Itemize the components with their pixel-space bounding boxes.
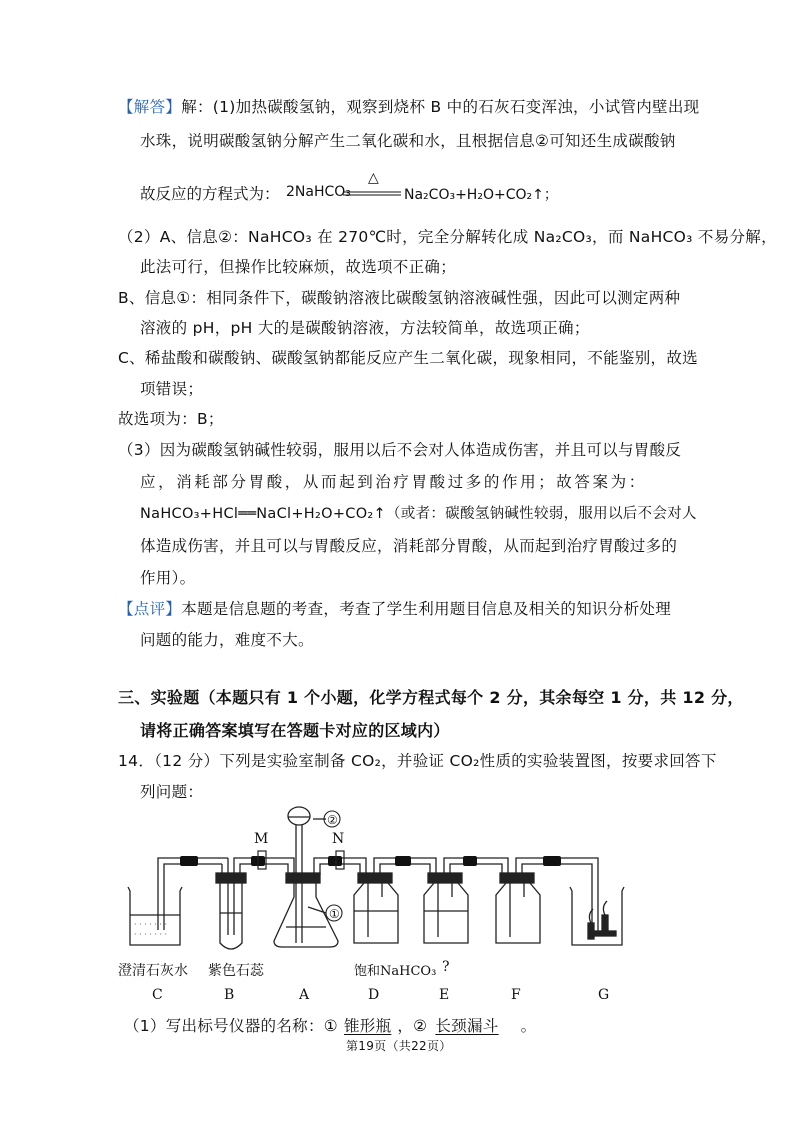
label-limewater: 澄清石灰水 <box>118 963 188 979</box>
question-14-line-2: 列问题： <box>140 783 204 801</box>
page-footer: 第19页（共22页） <box>346 1039 452 1053</box>
apparatus-letter-G: G <box>598 987 610 1003</box>
label-circle-2: ② <box>327 813 338 827</box>
label-M: M <box>254 831 269 847</box>
part2-line-2: 此法可行，但操作比较麻烦，故选项不正确； <box>140 258 457 276</box>
part3-line-3: NaHCO₃+HCl══NaCl+H₂O+CO₂↑（或者：碳酸氢钠碱性较弱，服用以后不会对人 <box>140 506 697 522</box>
answer-tag: 【解答】 <box>118 98 182 116</box>
comment-line-1 <box>118 599 671 619</box>
label-nahco3: 饱和NaHCO₃ <box>354 964 437 979</box>
test-tube-b <box>216 873 246 949</box>
part3-line-1: （3）因为碳酸氢钠碱性较弱，服用以后不会对人体造成伤害，并且可以与胃酸反 <box>118 441 682 459</box>
answer-line-2: 水珠，说明碳酸氢钠分解产生二氧化碳和水，且根据信息②可知还生成碳酸钠 <box>140 132 676 150</box>
flask-a <box>274 807 338 947</box>
optionC-line-2: 项错误； <box>140 380 204 398</box>
equation-right: Na₂CO₃+H₂O+CO₂↑； <box>404 187 558 203</box>
comment-tag: 【点评】 <box>118 600 182 618</box>
answer-blank-1: 锥形瓶 <box>343 1017 392 1035</box>
answer-text: 解：(1)加热碳酸氢钠，观察到烧杯 B 中的石灰石变浑浊，小试管内壁出现 <box>181 98 700 116</box>
svg-text:· · · · · · ·: · · · · · · · <box>134 930 168 939</box>
optionB-line-1: B、信息①：相同条件下，碳酸钠溶液比碳酸氢钠溶液碱性强，因此可以测定两种 <box>118 289 681 307</box>
apparatus-diagram <box>118 805 658 1005</box>
equals-arrow <box>343 190 403 198</box>
q14-1-end: 。 <box>520 1017 537 1035</box>
label-question: ? <box>442 959 450 975</box>
equation-prefix: 故反应的方程式为： <box>140 185 280 203</box>
q14-1-prefix: （1）写出标号仪器的名称：① <box>124 1017 338 1035</box>
optionC-line-1: C、稀盐酸和碳酸钠、碳酸氢钠都能反应产生二氧化碳，现象相同，不能鉴别，故选 <box>118 349 698 367</box>
answer-blank-2: 长颈漏斗 <box>435 1017 499 1035</box>
section-heading-line-1: 三、实验题（本题只有 1 个小题，化学方程式每个 2 分，其余每空 1 分，共 12 分， <box>118 688 744 707</box>
part3-line-2: 应，消耗部分胃酸，从而起到治疗胃酸过多的作用；故答案为： <box>140 473 647 491</box>
heat-condition: △ <box>368 170 379 186</box>
bottle-f <box>496 873 540 943</box>
comment-line-2: 问题的能力，难度不大。 <box>140 631 314 649</box>
section-heading-line-2: 请将正确答案填写在答题卡对应的区域内） <box>140 721 450 740</box>
part3-line-4: 体造成伤害，并且可以与胃酸反应，消耗部分胃酸，从而起到治疗胃酸过多的 <box>140 537 678 555</box>
equation-left: 2NaHCO₃ <box>286 184 351 200</box>
apparatus-letter-E: E <box>439 987 450 1003</box>
label-N: N <box>332 831 345 847</box>
choice-line: 故选项为：B； <box>118 410 224 428</box>
bottle-e <box>424 873 468 943</box>
part2-line-1: （2）A、信息②：NaHCO₃ 在 270℃时，完全分解转化成 Na₂CO₃，而 NaHCO₃ 不易分解， <box>118 228 777 246</box>
label-litmus: 紫色石蕊 <box>208 963 264 979</box>
apparatus-letter-A: A <box>299 987 310 1003</box>
q14-1-sep: ，② <box>397 1017 428 1035</box>
beaker-g <box>570 887 624 945</box>
question-14-line-1: 14．（12 分）下列是实验室制备 CO₂，并验证 CO₂性质的实验装置图，按要求回答下 <box>118 752 717 770</box>
answer-line-1 <box>118 97 699 117</box>
apparatus-letter-D: D <box>368 987 380 1003</box>
label-circle-1: ① <box>329 907 340 921</box>
apparatus-letter-F: F <box>511 987 521 1003</box>
tube-c-b <box>158 858 228 930</box>
part3-line-5: 作用）。 <box>140 569 196 587</box>
svg-text:· · · · · · ·: · · · · · · · <box>134 920 168 929</box>
comment-text: 本题是信息题的考查，考查了学生利用题目信息及相关的知识分析处理 <box>181 600 672 618</box>
question-14-1 <box>124 1016 536 1036</box>
optionB-line-2: 溶液的 pH，pH 大的是碳酸钠溶液，方法较简单，故选项正确； <box>140 319 590 337</box>
bottle-d <box>354 873 398 943</box>
apparatus-letter-C: C <box>152 987 163 1003</box>
apparatus-letter-B: B <box>224 987 235 1003</box>
